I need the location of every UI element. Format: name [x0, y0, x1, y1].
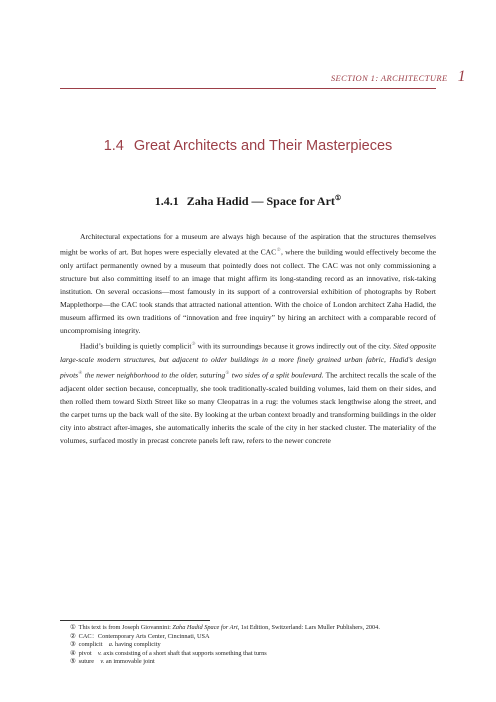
section-number: 1.4 [103, 138, 124, 154]
footnote-2 [60, 633, 436, 642]
footnote-5 [60, 658, 436, 667]
footnote-text: pivot [78, 649, 98, 657]
footnote-4 [60, 650, 436, 659]
footnote-text: an immovable joint [104, 658, 155, 666]
footnote-ref-1: ① [334, 194, 342, 202]
p2-text-b: with its surroundings because it grows indirectly out of the city. [195, 341, 394, 351]
p2-italic-2: the newer neighborhood to the older, suturing [82, 370, 226, 380]
footnote-ref-4: ④ [78, 370, 83, 375]
subsection-title: Zaha Hadid — Space for Art [186, 194, 335, 208]
footnote-text: axis consisting of a short shaft that supports something that turns [101, 649, 267, 657]
footnote-mark: ② [70, 632, 76, 640]
footnote-1 [60, 624, 436, 633]
footnote-3 [60, 641, 436, 650]
p2-italic-3: two sides of a split boulevard. [229, 370, 324, 380]
paragraph-2 [60, 337, 436, 447]
header-rule [60, 88, 436, 89]
footnote-text: This text is from Joseph Giovannini: [78, 624, 173, 631]
p2-text-a: Hadid’s building is quietly complicit [80, 341, 192, 351]
footnote-ref-2: ② [276, 247, 281, 253]
subsection-heading [0, 194, 496, 209]
footnote-ref-5: ⑤ [225, 370, 230, 375]
footnote-text: suture [78, 658, 101, 666]
p1-text-a: Architectural expectations for a museum are always high because of the aspiration that the structures themselves might be works of art. But hopes were especially elevated at the CAC [60, 232, 436, 257]
footnotes [60, 624, 436, 667]
section-heading [0, 138, 496, 154]
footnote-mark: ⑤ [70, 658, 76, 666]
footnote-italic: v. [100, 658, 105, 666]
subsection-number: 1.4.1 [154, 194, 179, 208]
footnote-ref-3: ③ [191, 341, 196, 347]
article-body [60, 230, 436, 447]
footnote-mark: ③ [70, 641, 76, 649]
footnote-text: having complicity [113, 641, 161, 649]
section-title: Great Architects and Their Masterpieces [133, 138, 393, 154]
footnote-text: complicit [78, 641, 109, 649]
footnote-mark: ④ [70, 649, 76, 657]
section-label: SECTION 1: ARCHITECTURE [330, 73, 448, 83]
footnote-italic: Zaha Hadid Space for Art [172, 624, 238, 631]
footnote-italic: a. [108, 641, 114, 649]
footnote-text: CAC：Contemporary Arts Center, Cincinnati, USA [78, 632, 210, 640]
p2-italic-1: Sited opposite large-scale modern structures, but adjacent to older buildings in a more finely grained urban fabric, Hadid’s design pivots [60, 341, 436, 380]
paragraph-1 [60, 230, 436, 337]
p1-text-b: , where the building would effectively become the only artifact permanently owned by a museum that pointedly does not collect. The CAC was not only commissioning a structure but also committing itself to an image that might affirm its long-standing record as an innovative, risk-taking institution. On several occasions—most famously in its support of a controversial exhibition of photographs by Robert Mapplethorpe—the CAC took stands that attracted national attention. With the choice of London architect Zaha Hadid, the museum affirmed its own traditions of “innovation and free inquiry” by hiring an architect with a comparable record of uncompromising integrity. [60, 247, 436, 336]
footnote-text: , 1st Edition, Switzerland: Lars Muller Publishers, 2004. [237, 624, 380, 631]
footnote-mark: ① [70, 624, 76, 631]
p2-text-c: The architect recalls the scale of the adjacent older section because, conceptually, she took traditionally-scaled building volumes, laid them on their sides, and then rolled them toward Sixth Street like so many Cleopatras in a rug: the volumes stack lengthwise along the street, and the carpet turns up the back wall of the site. By looking at the urban context broadly and transforming buildings in the older city into abstract after-images, she automatically inherits the scale of the city in her stacked cluster. The materiality of the volumes, surfaced mostly in precast concrete panels left raw, refers to the newer concrete [60, 370, 437, 445]
running-header [331, 68, 466, 86]
footnote-rule [60, 620, 210, 621]
page-number: 1 [457, 68, 466, 85]
footnote-italic: v. [97, 649, 102, 657]
